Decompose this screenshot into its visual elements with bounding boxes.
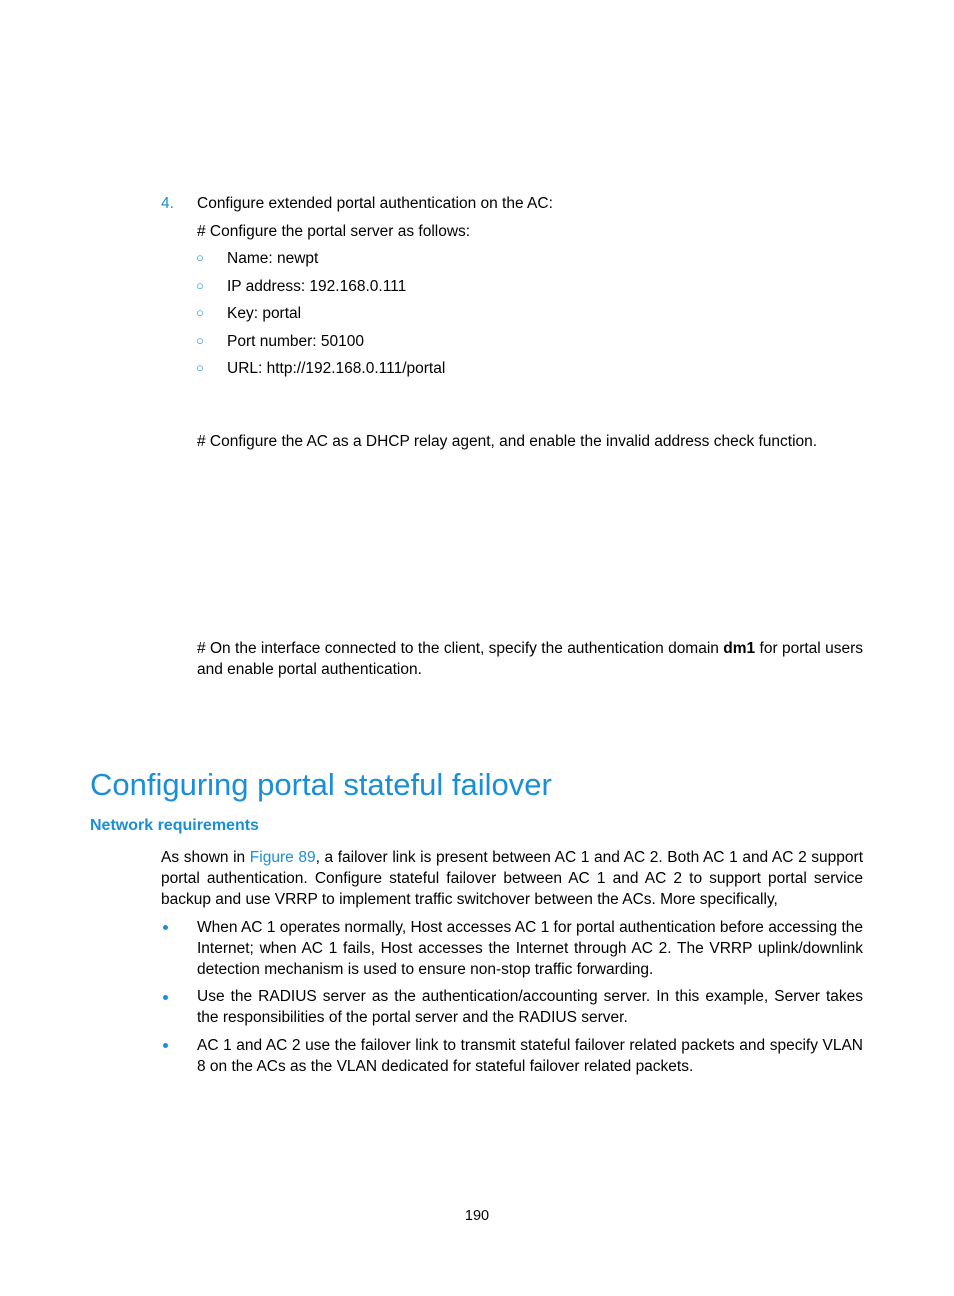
portal-server-intro: # Configure the portal server as follows: — [197, 223, 471, 240]
portal-server-item: Port number: 50100 — [227, 333, 365, 350]
intro-part1: As shown in — [161, 849, 250, 866]
domain-name: dm1 — [723, 640, 756, 657]
figure-link[interactable]: Figure 89 — [249, 849, 316, 866]
dhcp-relay-note: # Configure the AC as a DHCP relay agent, and enable the invalid address check function. — [197, 433, 818, 450]
circle-bullet-icon: ○ — [196, 360, 204, 375]
bullet-dot-icon — [163, 995, 168, 1000]
portal-server-item: IP address: 192.168.0.111 — [227, 278, 407, 295]
intro-paragraph — [161, 847, 863, 910]
section-title: Configuring portal stateful failover — [90, 767, 552, 802]
circle-bullet-icon: ○ — [196, 250, 204, 265]
circle-bullet-icon: ○ — [196, 333, 204, 348]
portal-server-item: URL: http://192.168.0.111/portal — [227, 360, 446, 377]
portal-server-item: Key: portal — [227, 305, 302, 322]
step-text: Configure extended portal authentication on the AC: — [197, 195, 553, 212]
bullet-dot-icon — [163, 1043, 168, 1048]
subsection-title: Network requirements — [90, 817, 259, 834]
intro-part2: , a failover link is present between AC 1 and AC 2. Both AC 1 and AC 2 support portal authentication. Configure stateful failover between AC 1 and AC 2 to support portal service backup and use VRRP to implement traffic switchover between the ACs. More specifically, — [161, 849, 864, 908]
requirement-item: Use the RADIUS server as the authentication/accounting server. In this example, Server takes the responsibilities of the portal server and the RADIUS server. — [197, 988, 863, 1026]
interface-note-part2: for portal users and enable portal authentication. — [197, 640, 864, 678]
step-number: 4. — [161, 195, 174, 212]
circle-bullet-icon: ○ — [196, 305, 204, 320]
requirement-item: When AC 1 operates normally, Host accesses AC 1 for portal authentication before accessing the Internet; when AC 1 fails, Host accesses the Internet through AC 2. The VRRP uplink/downlink detection mechanism is used to ensure non-stop traffic forwarding. — [197, 919, 863, 978]
bullet-dot-icon — [163, 925, 168, 930]
interface-note-part1: # On the interface connected to the client, specify the authentication domain — [197, 640, 724, 657]
circle-bullet-icon: ○ — [196, 278, 204, 293]
requirement-item: AC 1 and AC 2 use the failover link to transmit stateful failover related packets and specify VLAN 8 on the ACs as the VLAN dedicated for stateful failover related packets. — [197, 1037, 863, 1075]
portal-server-item: Name: newpt — [227, 250, 319, 267]
page-number: 190 — [464, 1208, 490, 1224]
interface-note — [197, 638, 863, 680]
